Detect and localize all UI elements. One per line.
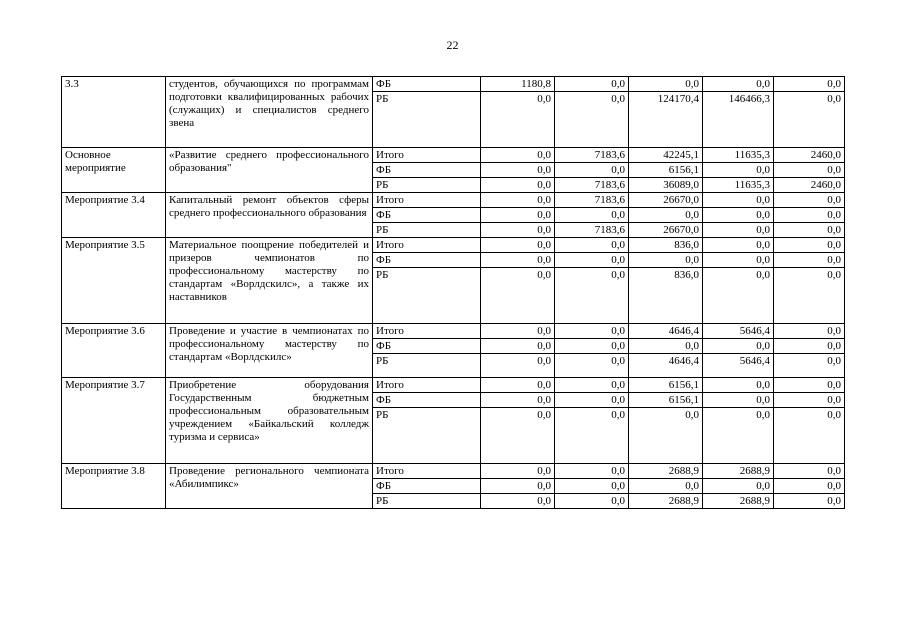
amount-cell: 124170,4 bbox=[629, 92, 703, 148]
amount-cell: 0,0 bbox=[555, 354, 629, 378]
amount-cell: 36089,0 bbox=[629, 178, 703, 193]
funding-source-cell: РБ bbox=[373, 494, 481, 509]
amount-cell: 0,0 bbox=[774, 378, 845, 393]
table-row bbox=[62, 193, 845, 208]
amount-cell: 42245,1 bbox=[629, 148, 703, 163]
amount-cell: 0,0 bbox=[703, 238, 774, 253]
event-code-cell: 3.3 bbox=[62, 77, 166, 148]
event-code-cell: Основное мероприятие bbox=[62, 148, 166, 193]
amount-cell: 0,0 bbox=[703, 339, 774, 354]
amount-cell: 0,0 bbox=[629, 408, 703, 464]
amount-cell: 0,0 bbox=[481, 268, 555, 324]
amount-cell: 0,0 bbox=[481, 408, 555, 464]
amount-cell: 6156,1 bbox=[629, 163, 703, 178]
amount-cell: 0,0 bbox=[703, 378, 774, 393]
budget-table bbox=[61, 76, 845, 509]
amount-cell: 26670,0 bbox=[629, 223, 703, 238]
amount-cell: 11635,3 bbox=[703, 148, 774, 163]
amount-cell: 7183,6 bbox=[555, 223, 629, 238]
amount-cell: 0,0 bbox=[555, 479, 629, 494]
event-name-cell: Материальное поощрение победителей и призеров чемпионатов по профессиональному мастерству по стандартам «Ворлдскилс», а также их наставников bbox=[166, 238, 373, 324]
event-code-cell: Мероприятие 3.5 bbox=[62, 238, 166, 324]
amount-cell: 0,0 bbox=[629, 253, 703, 268]
amount-cell: 0,0 bbox=[774, 163, 845, 178]
amount-cell: 836,0 bbox=[629, 268, 703, 324]
table-row bbox=[62, 148, 845, 163]
amount-cell: 0,0 bbox=[774, 223, 845, 238]
amount-cell: 0,0 bbox=[555, 163, 629, 178]
amount-cell: 0,0 bbox=[481, 92, 555, 148]
amount-cell: 0,0 bbox=[481, 148, 555, 163]
amount-cell: 6156,1 bbox=[629, 378, 703, 393]
funding-source-cell: ФБ bbox=[373, 339, 481, 354]
event-code-cell: Мероприятие 3.7 bbox=[62, 378, 166, 464]
funding-source-cell: РБ bbox=[373, 268, 481, 324]
amount-cell: 2460,0 bbox=[774, 148, 845, 163]
amount-cell: 0,0 bbox=[774, 77, 845, 92]
funding-source-cell: Итого bbox=[373, 193, 481, 208]
amount-cell: 0,0 bbox=[703, 193, 774, 208]
amount-cell: 836,0 bbox=[629, 238, 703, 253]
amount-cell: 0,0 bbox=[481, 354, 555, 378]
amount-cell: 2460,0 bbox=[774, 178, 845, 193]
table-body bbox=[62, 77, 845, 509]
amount-cell: 0,0 bbox=[774, 253, 845, 268]
amount-cell: 0,0 bbox=[555, 378, 629, 393]
amount-cell: 0,0 bbox=[703, 253, 774, 268]
page-number: 22 bbox=[446, 38, 459, 52]
amount-cell: 6156,1 bbox=[629, 393, 703, 408]
funding-source-cell: ФБ bbox=[373, 208, 481, 223]
funding-source-cell: Итого bbox=[373, 378, 481, 393]
amount-cell: 0,0 bbox=[703, 479, 774, 494]
amount-cell: 0,0 bbox=[481, 208, 555, 223]
funding-source-cell: РБ bbox=[373, 408, 481, 464]
amount-cell: 0,0 bbox=[703, 223, 774, 238]
amount-cell: 0,0 bbox=[555, 408, 629, 464]
event-name-cell: Приобретение оборудования Государственным бюджетным профессиональным образовательным учреждением «Байкальский колледж туризма и сервиса» bbox=[166, 378, 373, 464]
amount-cell: 0,0 bbox=[555, 92, 629, 148]
amount-cell: 7183,6 bbox=[555, 148, 629, 163]
event-name-cell: студентов, обучающихся по программам подготовки квалифицированных рабочих (служащих) и специалистов среднего звена bbox=[166, 77, 373, 148]
funding-source-cell: Итого bbox=[373, 238, 481, 253]
amount-cell: 146466,3 bbox=[703, 92, 774, 148]
amount-cell: 0,0 bbox=[481, 494, 555, 509]
amount-cell: 4646,4 bbox=[629, 354, 703, 378]
amount-cell: 0,0 bbox=[555, 208, 629, 223]
amount-cell: 7183,6 bbox=[555, 193, 629, 208]
amount-cell: 0,0 bbox=[774, 464, 845, 479]
amount-cell: 0,0 bbox=[703, 77, 774, 92]
amount-cell: 0,0 bbox=[629, 479, 703, 494]
amount-cell: 0,0 bbox=[481, 479, 555, 494]
amount-cell: 0,0 bbox=[774, 339, 845, 354]
amount-cell: 0,0 bbox=[629, 339, 703, 354]
amount-cell: 0,0 bbox=[555, 494, 629, 509]
amount-cell: 0,0 bbox=[555, 268, 629, 324]
amount-cell: 11635,3 bbox=[703, 178, 774, 193]
funding-source-cell: РБ bbox=[373, 178, 481, 193]
amount-cell: 0,0 bbox=[481, 393, 555, 408]
amount-cell: 0,0 bbox=[774, 479, 845, 494]
table-row bbox=[62, 77, 845, 92]
amount-cell: 0,0 bbox=[481, 464, 555, 479]
amount-cell: 0,0 bbox=[774, 208, 845, 223]
amount-cell: 0,0 bbox=[555, 339, 629, 354]
amount-cell: 0,0 bbox=[774, 324, 845, 339]
funding-source-cell: ФБ bbox=[373, 393, 481, 408]
amount-cell: 0,0 bbox=[555, 77, 629, 92]
amount-cell: 0,0 bbox=[481, 238, 555, 253]
event-code-cell: Мероприятие 3.8 bbox=[62, 464, 166, 509]
event-name-cell: «Развитие среднего профессионального образования" bbox=[166, 148, 373, 193]
amount-cell: 0,0 bbox=[774, 408, 845, 464]
amount-cell: 7183,6 bbox=[555, 178, 629, 193]
amount-cell: 0,0 bbox=[774, 393, 845, 408]
funding-source-cell: ФБ bbox=[373, 163, 481, 178]
funding-source-cell: Итого bbox=[373, 148, 481, 163]
event-code-cell: Мероприятие 3.6 bbox=[62, 324, 166, 378]
amount-cell: 0,0 bbox=[774, 268, 845, 324]
amount-cell: 0,0 bbox=[481, 163, 555, 178]
amount-cell: 0,0 bbox=[703, 208, 774, 223]
table-row bbox=[62, 238, 845, 253]
funding-source-cell: Итого bbox=[373, 464, 481, 479]
amount-cell: 0,0 bbox=[481, 253, 555, 268]
table-row bbox=[62, 464, 845, 479]
amount-cell: 0,0 bbox=[555, 238, 629, 253]
funding-source-cell: ФБ bbox=[373, 479, 481, 494]
amount-cell: 0,0 bbox=[774, 494, 845, 509]
event-code-cell: Мероприятие 3.4 bbox=[62, 193, 166, 238]
amount-cell: 0,0 bbox=[774, 193, 845, 208]
table-row bbox=[62, 324, 845, 339]
amount-cell: 0,0 bbox=[481, 178, 555, 193]
event-name-cell: Проведение регионального чемпионата «Абилимпикс» bbox=[166, 464, 373, 509]
amount-cell: 0,0 bbox=[555, 393, 629, 408]
amount-cell: 0,0 bbox=[774, 238, 845, 253]
amount-cell: 0,0 bbox=[555, 324, 629, 339]
amount-cell: 0,0 bbox=[703, 408, 774, 464]
event-name-cell: Проведение и участие в чемпионатах по профессиональному мастерству по стандартам «Ворлдскилс» bbox=[166, 324, 373, 378]
amount-cell: 0,0 bbox=[481, 378, 555, 393]
amount-cell: 1180,8 bbox=[481, 77, 555, 92]
amount-cell: 0,0 bbox=[555, 464, 629, 479]
amount-cell: 0,0 bbox=[774, 92, 845, 148]
amount-cell: 2688,9 bbox=[703, 464, 774, 479]
amount-cell: 0,0 bbox=[481, 324, 555, 339]
amount-cell: 0,0 bbox=[703, 393, 774, 408]
amount-cell: 0,0 bbox=[481, 193, 555, 208]
funding-source-cell: РБ bbox=[373, 223, 481, 238]
amount-cell: 5646,4 bbox=[703, 354, 774, 378]
funding-source-cell: РБ bbox=[373, 354, 481, 378]
amount-cell: 2688,9 bbox=[703, 494, 774, 509]
funding-source-cell: ФБ bbox=[373, 253, 481, 268]
amount-cell: 26670,0 bbox=[629, 193, 703, 208]
amount-cell: 2688,9 bbox=[629, 464, 703, 479]
amount-cell: 0,0 bbox=[703, 163, 774, 178]
amount-cell: 0,0 bbox=[703, 268, 774, 324]
amount-cell: 0,0 bbox=[629, 77, 703, 92]
funding-source-cell: РБ bbox=[373, 92, 481, 148]
funding-source-cell: Итого bbox=[373, 324, 481, 339]
amount-cell: 0,0 bbox=[629, 208, 703, 223]
amount-cell: 0,0 bbox=[555, 253, 629, 268]
amount-cell: 2688,9 bbox=[629, 494, 703, 509]
amount-cell: 0,0 bbox=[481, 223, 555, 238]
amount-cell: 5646,4 bbox=[703, 324, 774, 339]
amount-cell: 0,0 bbox=[481, 339, 555, 354]
funding-source-cell: ФБ bbox=[373, 77, 481, 92]
table-row bbox=[62, 378, 845, 393]
amount-cell: 4646,4 bbox=[629, 324, 703, 339]
amount-cell: 0,0 bbox=[774, 354, 845, 378]
event-name-cell: Капитальный ремонт объектов сферы среднего профессионального образования bbox=[166, 193, 373, 238]
